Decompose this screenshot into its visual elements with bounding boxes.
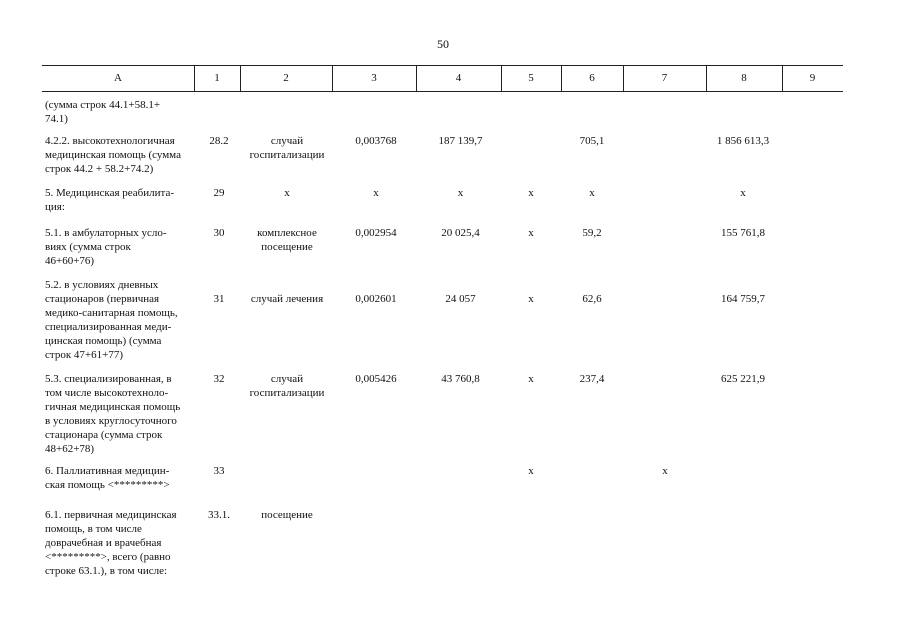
cell-text-line: х	[528, 465, 534, 477]
cell-text-line: 625 221,9	[721, 373, 765, 385]
header-col-7: 7	[661, 72, 668, 84]
cell-col-6	[561, 186, 623, 200]
cell-text-line: 31	[213, 293, 225, 305]
cell-text-line: 0,002601	[355, 293, 397, 305]
cell-text-line: 43 760,8	[441, 373, 480, 385]
cell-col-5	[503, 292, 559, 306]
cell-text-line: 29	[213, 187, 225, 199]
cell-col-3	[334, 186, 418, 200]
cell-text-line: виях (сумма строк	[45, 241, 131, 253]
cell-col-5	[503, 186, 559, 200]
cell-col-2	[240, 292, 334, 306]
cell-col-4	[418, 226, 503, 240]
cell-text-line: х	[528, 373, 534, 385]
cell-text-line: (сумма строк 44.1+58.1+	[45, 99, 161, 111]
cell-text-line: строк 44.2 + 58.2+74.2)	[45, 163, 154, 175]
cell-text-line: посещение	[261, 509, 313, 521]
cell-text-line: специализированная меди-	[45, 321, 172, 333]
cell-text-line: 1 856 613,3	[716, 135, 770, 147]
cell-text-line: 4.2.2. высокотехнологичная	[45, 135, 175, 147]
cell-col-6	[561, 134, 623, 148]
cell-text-line: 237,4	[579, 373, 605, 385]
cell-col-4	[418, 372, 503, 386]
cell-text-line: цинская помощь) (сумма	[45, 335, 162, 347]
cell-col-3	[334, 134, 418, 148]
cell-col-1	[196, 292, 242, 306]
cell-col-4	[418, 292, 503, 306]
cell-text-line: 6. Паллиативная медицин-	[45, 465, 170, 477]
header-col-8: 8	[741, 72, 747, 84]
cell-text-line: ская помощь <*********>	[45, 479, 170, 491]
cell-col-5	[503, 464, 559, 478]
cell-col-1	[196, 134, 242, 148]
cell-col-8	[705, 372, 781, 386]
cell-text-line: строке 63.1.), в том числе:	[45, 565, 168, 577]
cell-col-2	[240, 372, 334, 400]
cell-text-line: 30	[213, 227, 225, 239]
row-description	[45, 372, 195, 456]
cell-col-4	[418, 134, 503, 148]
cell-col-8	[705, 226, 781, 240]
cell-text-line: 0,005426	[355, 373, 397, 385]
cell-text-line: х	[662, 465, 668, 477]
cell-text-line: госпитализации	[249, 149, 325, 161]
cell-col-2	[240, 508, 334, 522]
cell-text-line: посещение	[261, 241, 313, 253]
cell-col-4	[418, 186, 503, 200]
cell-text-line: ция:	[45, 201, 65, 213]
header-col-9: 9	[809, 72, 816, 84]
cell-col-2	[240, 134, 334, 162]
header-col-2: 2	[283, 72, 289, 84]
cell-text-line: том числе высокотехноло-	[45, 387, 169, 399]
cell-col-3	[334, 292, 418, 306]
cell-col-1	[196, 464, 242, 478]
cell-col-8	[705, 134, 781, 148]
row-description	[45, 98, 195, 126]
cell-col-5	[503, 226, 559, 240]
cell-text-line: х	[373, 187, 379, 199]
cell-text-line: х	[528, 227, 534, 239]
cell-text-line: 164 759,7	[721, 293, 765, 305]
header-col-4: 4	[455, 72, 462, 84]
cell-text-line: помощь, в том числе	[45, 523, 142, 535]
cell-col-8	[705, 186, 781, 200]
cell-text-line: 32	[213, 373, 225, 385]
cell-text-line: комплексное	[257, 227, 317, 239]
cell-text-line: х	[528, 293, 534, 305]
cell-text-line: 33.1.	[208, 509, 230, 521]
row-description	[45, 226, 195, 268]
cell-text-line: 0,003768	[355, 135, 397, 147]
cell-text-line: стационаров (первичная	[45, 293, 160, 305]
row-description	[45, 508, 195, 578]
row-description	[45, 186, 195, 214]
cell-col-7	[625, 464, 705, 478]
cell-text-line: 62,6	[582, 293, 602, 305]
cell-text-line: гичная медицинская помощь	[45, 401, 181, 413]
cell-text-line: случай	[270, 373, 304, 385]
cell-text-line: 5. Медицинская реабилита-	[45, 187, 175, 199]
cell-col-2	[240, 186, 334, 200]
cell-col-6	[561, 372, 623, 386]
cell-col-1	[196, 226, 242, 240]
cell-col-8	[705, 292, 781, 306]
cell-text-line: 0,002954	[355, 227, 397, 239]
cell-text-line: 33	[213, 465, 225, 477]
cell-text-line: 20 025,4	[441, 227, 480, 239]
cell-text-line: в условиях круглосуточного	[45, 415, 177, 427]
cell-text-line: 59,2	[582, 227, 602, 239]
cell-text-line: х	[589, 187, 595, 199]
header-col-a: A	[114, 72, 122, 84]
cell-text-line: х	[740, 187, 746, 199]
header-col-6: 6	[589, 72, 595, 84]
cell-col-6	[561, 292, 623, 306]
cell-text-line: медицинская помощь (сумма	[45, 149, 181, 161]
row-description	[45, 134, 195, 176]
cell-text-line: 705,1	[579, 135, 605, 147]
cell-text-line: 48+62+78)	[45, 443, 95, 455]
page-number: 50	[437, 37, 449, 51]
table-header	[42, 65, 843, 92]
cell-col-1	[196, 372, 242, 386]
cell-text-line: 24 057	[445, 293, 476, 305]
cell-text-line: случай	[270, 135, 304, 147]
cell-text-line: 187 139,7	[438, 135, 483, 147]
cell-col-2	[240, 226, 334, 254]
cell-col-6	[561, 226, 623, 240]
header-col-3: 3	[371, 72, 377, 84]
cell-col-1	[196, 186, 242, 200]
cell-text-line: х	[284, 187, 290, 199]
cell-text-line: строк 47+61+77)	[45, 349, 123, 361]
cell-col-3	[334, 226, 418, 240]
header-col-1: 1	[214, 72, 220, 84]
cell-text-line: медико-санитарная помощь,	[45, 307, 178, 319]
cell-text-line: 5.1. в амбулаторных усло-	[45, 227, 167, 239]
cell-text-line: 6.1. первичная медицинская	[45, 509, 177, 521]
row-description	[45, 278, 195, 362]
cell-col-3	[334, 372, 418, 386]
header-col-5: 5	[528, 72, 534, 84]
cell-text-line: 74.1)	[45, 113, 68, 125]
cell-text-line: 5.2. в условиях дневных	[45, 279, 159, 291]
cell-text-line: 5.3. специализированная, в	[45, 373, 172, 385]
cell-text-line: стационара (сумма строк	[45, 429, 163, 441]
cell-text-line: х	[528, 187, 534, 199]
cell-text-line: <*********>, всего (равно	[45, 551, 171, 563]
cell-col-5	[503, 372, 559, 386]
cell-text-line: х	[457, 187, 464, 199]
cell-text-line: 155 761,8	[721, 227, 765, 239]
cell-text-line: случай лечения	[250, 293, 324, 305]
cell-text-line: доврачебная и врачебная	[45, 537, 162, 549]
cell-col-1	[196, 508, 242, 522]
row-description	[45, 464, 195, 492]
cell-text-line: 46+60+76)	[45, 255, 95, 267]
cell-text-line: 28.2	[209, 135, 229, 147]
cell-text-line: госпитализации	[249, 387, 325, 399]
